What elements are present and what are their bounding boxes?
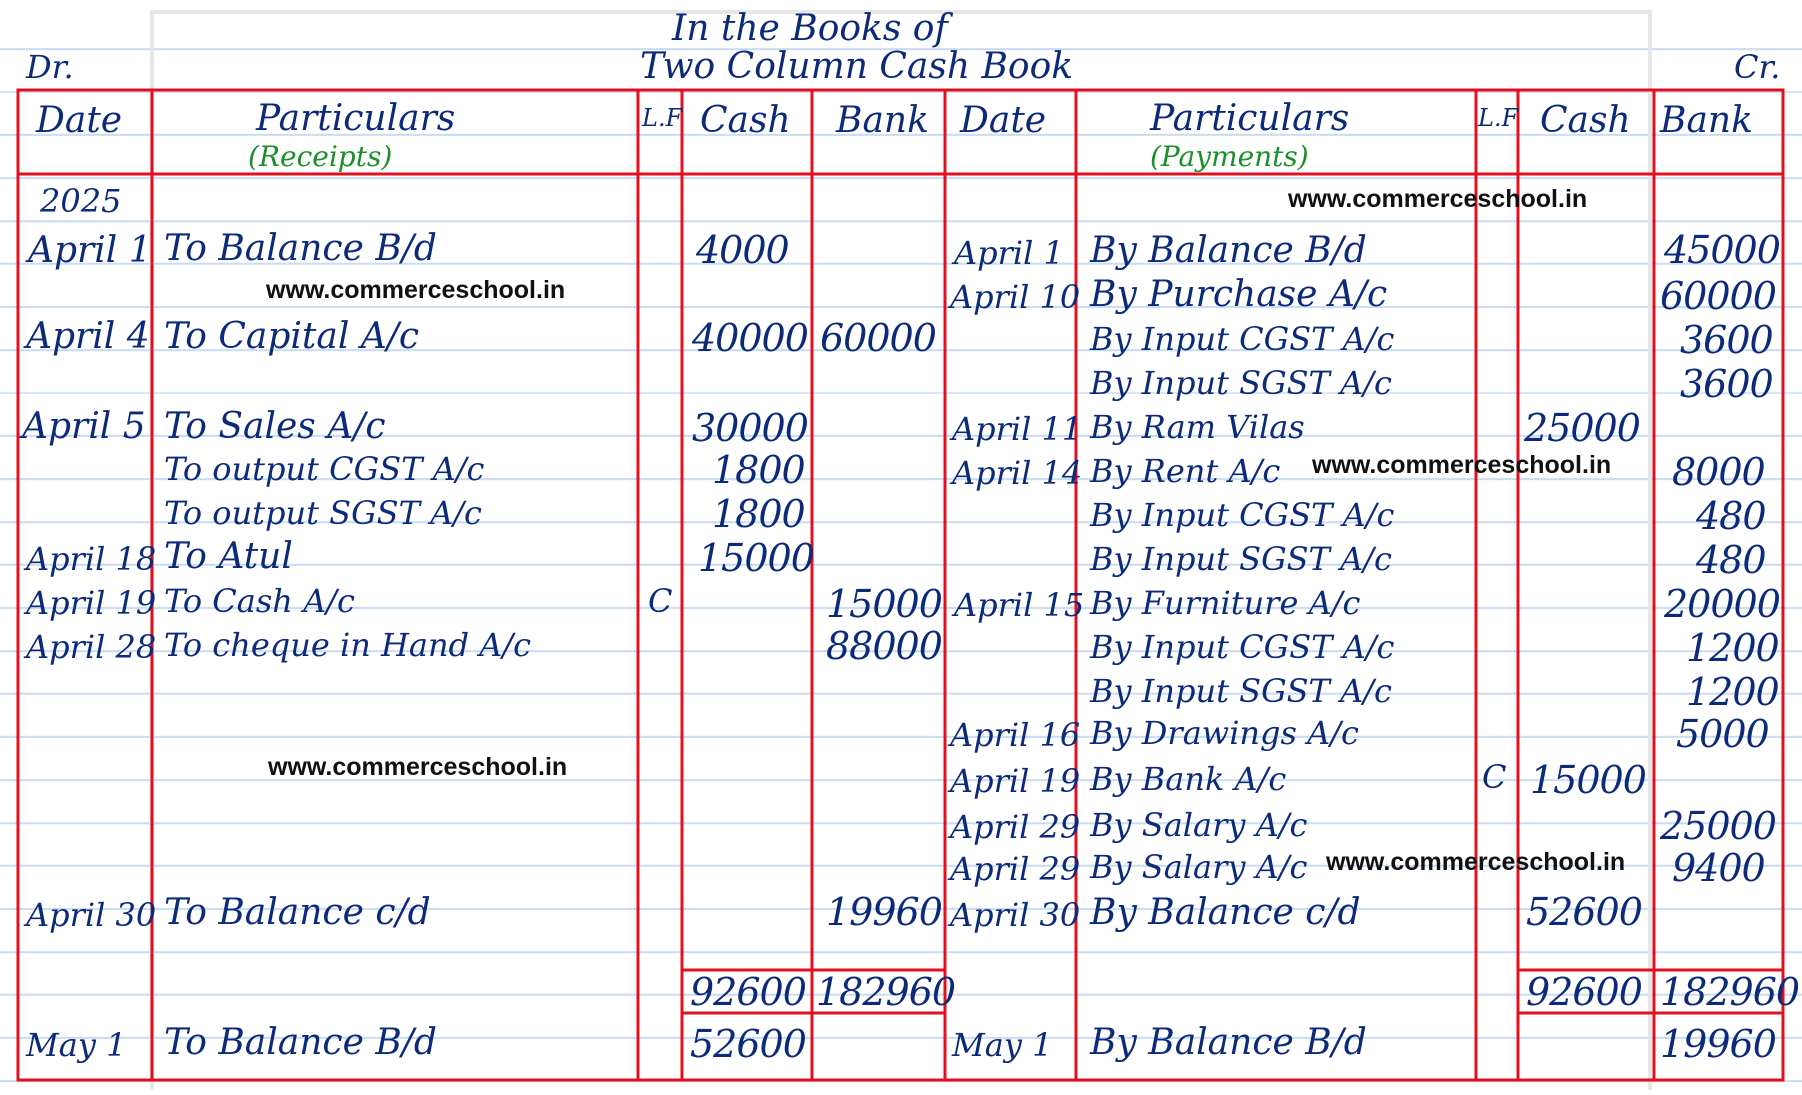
receipt-bank: 19960 bbox=[826, 890, 942, 934]
receipt-lf: C bbox=[648, 582, 673, 620]
payment-date: April 14 bbox=[952, 454, 1083, 492]
receipt-particulars: To Balance c/d bbox=[164, 892, 431, 933]
payment-cash: 25000 bbox=[1524, 406, 1640, 450]
payment-date: April 16 bbox=[950, 716, 1081, 754]
closing-date-left: May 1 bbox=[26, 1026, 127, 1064]
year-label: 2025 bbox=[40, 182, 122, 220]
header-particulars-right: Particulars bbox=[1150, 98, 1350, 139]
receipt-particulars: To Atul bbox=[164, 536, 293, 577]
title-line-2: Two Column Cash Book bbox=[640, 46, 1074, 87]
total-bank-left: 182960 bbox=[816, 970, 956, 1014]
receipt-cash: 15000 bbox=[698, 536, 814, 580]
payment-particulars: By Balance B/d bbox=[1090, 230, 1367, 271]
payment-particulars: By Balance c/d bbox=[1090, 892, 1361, 933]
closing-cash-left: 52600 bbox=[690, 1022, 806, 1066]
payment-date: April 30 bbox=[950, 896, 1081, 934]
payment-bank: 9400 bbox=[1672, 846, 1765, 890]
payment-cash: 15000 bbox=[1530, 758, 1646, 802]
header-cash-right: Cash bbox=[1540, 100, 1631, 141]
watermark: www.commerceschool.in bbox=[1326, 848, 1626, 876]
total-cash-right: 92600 bbox=[1526, 970, 1642, 1014]
receipt-particulars: To Sales A/c bbox=[164, 406, 386, 447]
payment-particulars: By Furniture A/c bbox=[1090, 584, 1361, 622]
payment-bank: 20000 bbox=[1664, 582, 1780, 626]
closing-particulars-left: To Balance B/d bbox=[164, 1022, 437, 1063]
header-cash-left: Cash bbox=[700, 100, 791, 141]
receipt-cash: 1800 bbox=[712, 448, 805, 492]
receipt-cash: 4000 bbox=[696, 228, 789, 272]
total-bank-right: 182960 bbox=[1660, 970, 1800, 1014]
payment-bank: 480 bbox=[1696, 494, 1766, 538]
payment-bank: 1200 bbox=[1686, 670, 1779, 714]
header-bank-right: Bank bbox=[1660, 100, 1753, 141]
payment-particulars: By Purchase A/c bbox=[1090, 274, 1388, 315]
payment-bank: 5000 bbox=[1676, 712, 1769, 756]
payment-particulars: By Ram Vilas bbox=[1090, 408, 1305, 446]
receipt-date: April 28 bbox=[26, 628, 157, 666]
payment-particulars: By Bank A/c bbox=[1090, 760, 1287, 798]
closing-bank-right: 19960 bbox=[1660, 1022, 1776, 1066]
payment-bank: 1200 bbox=[1686, 626, 1779, 670]
receipt-cash: 1800 bbox=[712, 492, 805, 536]
debit-marker: Dr. bbox=[26, 48, 74, 86]
payment-date: April 19 bbox=[950, 762, 1081, 800]
receipt-particulars: To Balance B/d bbox=[164, 228, 437, 269]
closing-date-right: May 1 bbox=[952, 1026, 1053, 1064]
payment-bank: 3600 bbox=[1680, 362, 1773, 406]
payment-date: April 29 bbox=[950, 850, 1081, 888]
payment-date: April 29 bbox=[950, 808, 1081, 846]
header-date-right: Date bbox=[960, 100, 1047, 141]
receipt-date: April 5 bbox=[22, 406, 146, 447]
payment-date: April 10 bbox=[950, 278, 1081, 316]
receipt-cash: 30000 bbox=[692, 406, 808, 450]
header-particulars-left: Particulars bbox=[256, 98, 456, 139]
payment-particulars: By Input SGST A/c bbox=[1090, 364, 1392, 402]
payment-cash: 52600 bbox=[1526, 890, 1642, 934]
receipt-bank: 15000 bbox=[826, 582, 942, 626]
header-bank-left: Bank bbox=[836, 100, 929, 141]
receipt-particulars: To Capital A/c bbox=[164, 316, 420, 357]
receipt-particulars: To output SGST A/c bbox=[164, 494, 482, 532]
payment-bank: 60000 bbox=[1660, 274, 1776, 318]
watermark: www.commerceschool.in bbox=[1312, 451, 1612, 479]
payment-particulars: By Input CGST A/c bbox=[1090, 320, 1395, 358]
header-date-left: Date bbox=[36, 100, 123, 141]
title-line-1: In the Books of bbox=[672, 8, 948, 49]
payment-bank: 3600 bbox=[1680, 318, 1773, 362]
watermark: www.commerceschool.in bbox=[268, 753, 568, 781]
total-cash-left: 92600 bbox=[690, 970, 806, 1014]
payment-bank: 45000 bbox=[1664, 228, 1780, 272]
header-particulars-left-sub: (Receipts) bbox=[248, 140, 393, 173]
receipt-date: April 1 bbox=[28, 230, 152, 271]
closing-particulars-right: By Balance B/d bbox=[1090, 1022, 1367, 1063]
receipt-particulars: To Cash A/c bbox=[164, 582, 355, 620]
payment-particulars: By Input SGST A/c bbox=[1090, 672, 1392, 710]
watermark: www.commerceschool.in bbox=[1288, 185, 1588, 213]
header-lf-left: L.F bbox=[642, 104, 683, 132]
receipt-particulars: To cheque in Hand A/c bbox=[164, 626, 532, 664]
header-particulars-right-sub: (Payments) bbox=[1150, 140, 1309, 173]
payment-date: April 1 bbox=[954, 234, 1064, 272]
header-lf-right: L.F bbox=[1478, 104, 1519, 132]
receipt-date: April 30 bbox=[26, 896, 157, 934]
payment-particulars: By Input SGST A/c bbox=[1090, 540, 1392, 578]
payment-bank: 480 bbox=[1696, 538, 1766, 582]
payment-particulars: By Rent A/c bbox=[1090, 452, 1281, 490]
payment-date: April 15 bbox=[954, 586, 1085, 624]
watermark: www.commerceschool.in bbox=[266, 276, 566, 304]
payment-particulars: By Salary A/c bbox=[1090, 806, 1308, 844]
receipt-date: April 19 bbox=[26, 584, 157, 622]
payment-particulars: By Input CGST A/c bbox=[1090, 496, 1395, 534]
payment-bank: 25000 bbox=[1660, 804, 1776, 848]
payment-bank: 8000 bbox=[1672, 450, 1765, 494]
receipt-date: April 18 bbox=[26, 540, 157, 578]
receipt-particulars: To output CGST A/c bbox=[164, 450, 485, 488]
credit-marker: Cr. bbox=[1734, 48, 1781, 86]
receipt-bank: 60000 bbox=[820, 316, 936, 360]
receipt-date: April 4 bbox=[26, 316, 150, 357]
payment-particulars: By Drawings A/c bbox=[1090, 714, 1359, 752]
receipt-cash: 40000 bbox=[692, 316, 808, 360]
payment-lf: C bbox=[1482, 758, 1507, 796]
payment-date: April 11 bbox=[952, 410, 1083, 448]
payment-particulars: By Salary A/c bbox=[1090, 848, 1308, 886]
receipt-bank: 88000 bbox=[826, 624, 942, 668]
payment-particulars: By Input CGST A/c bbox=[1090, 628, 1395, 666]
